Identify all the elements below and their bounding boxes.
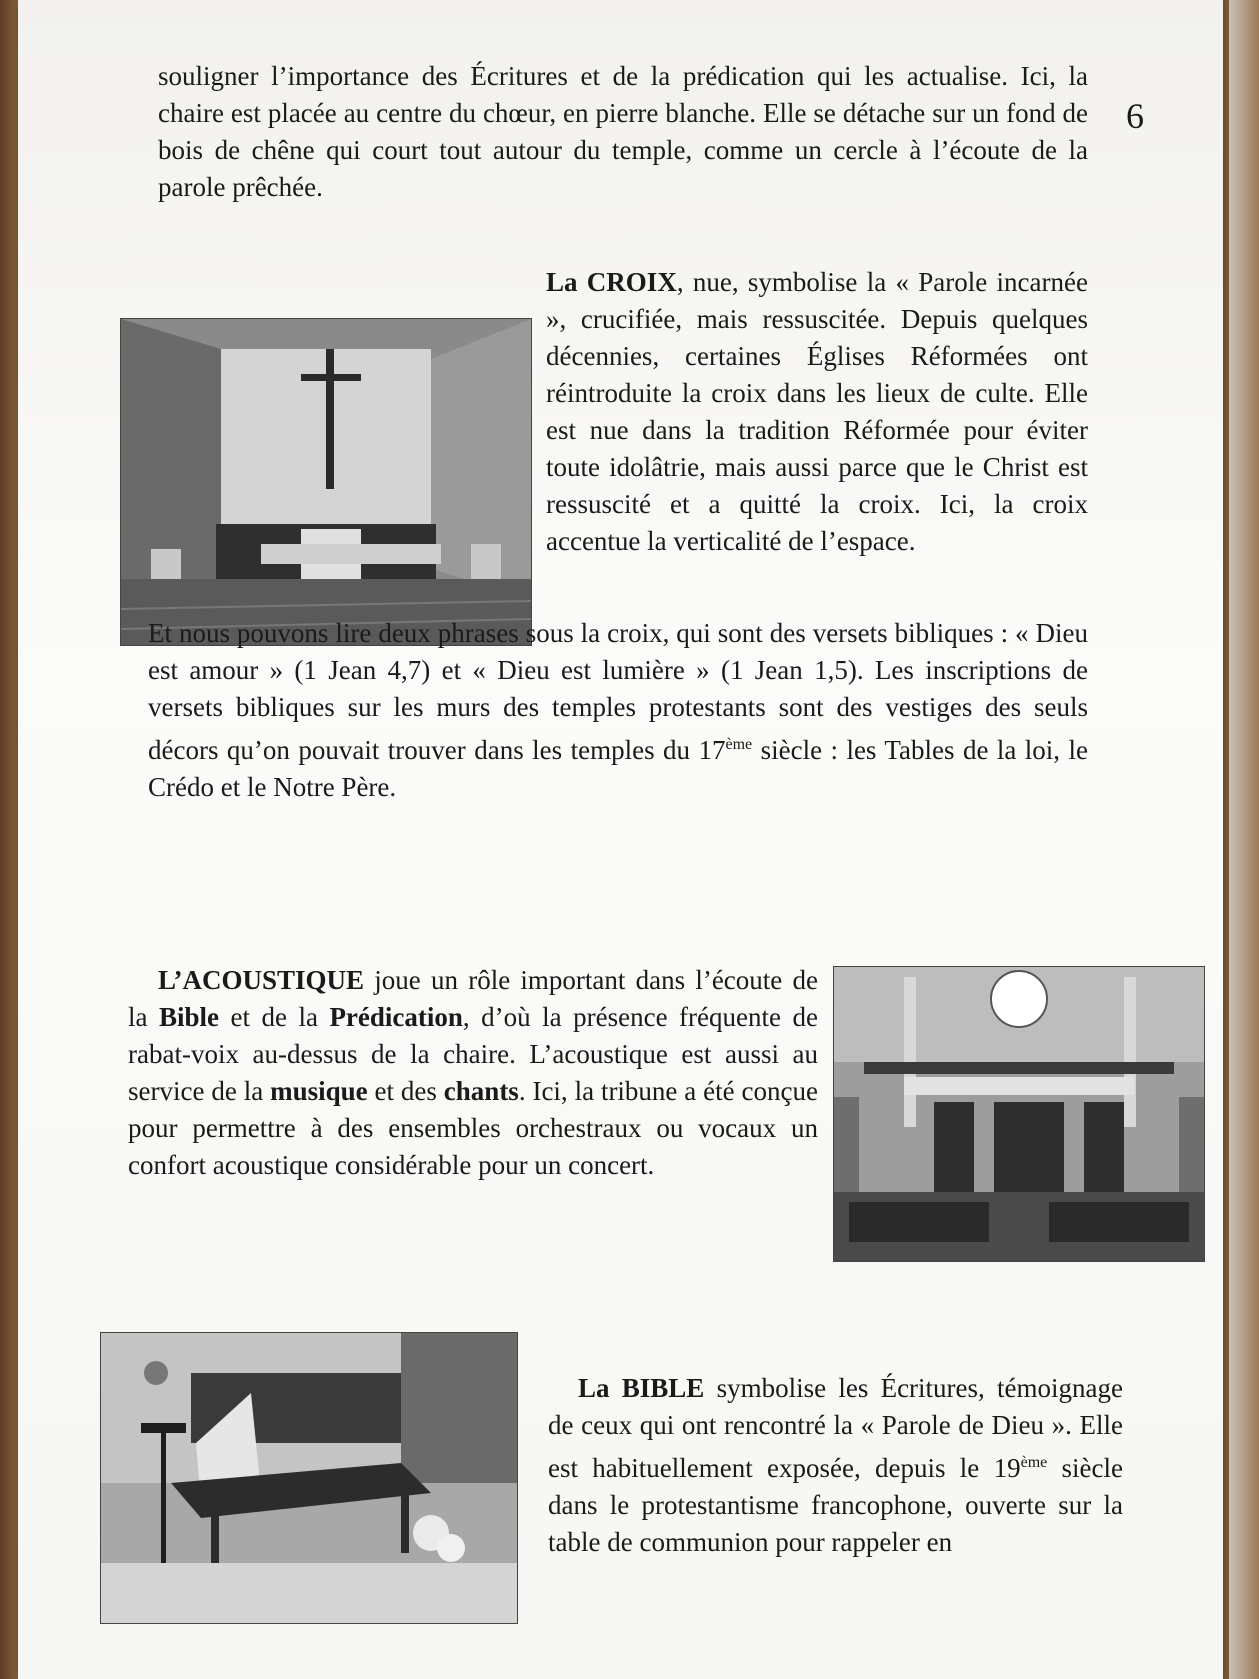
acoustique-text-5: . Ici, la tribune a été conçue pour permettre à des ensembles orchestraux ou vocaux un confort acoustique considérable pour un concert. [128, 1076, 818, 1180]
cross-photo-drawing [121, 319, 531, 645]
croix-followup [148, 615, 1088, 806]
intro-text: souligner l’importance des Écritures et de la prédication qui les actualise. Ici, la chaire est placée au centre du chœur, en pierre blanche. Elle se détache sur un fond de bois de chêne qui court tout autour du temple, comme un cercle à l’écoute de la parole prêchée. [158, 61, 1088, 202]
acoustique-section [128, 962, 818, 1184]
acoustique-text-1: joue un rôle important dans l’écoute de la [128, 965, 818, 1032]
bold-bible: Bible [158, 1002, 219, 1032]
acoustique-paragraph [128, 962, 818, 1184]
bible-text-2: siècle dans le protestantisme francophone, ouverte sur la table de communion pour rappeler en [548, 1453, 1124, 1557]
bible-title: La BIBLE [578, 1373, 705, 1403]
bible-section [548, 1370, 1123, 1561]
croix-text: , nue, symbolise la « Parole incarnée », crucifiée, mais ressuscitée. Depuis quelques décennies, certaines Églises Réformées ont réintroduite la croix dans les lieux de culte. Elle est nue dans la tradition Réformée pour éviter toute idolâtrie, mais aussi parce que le Christ est ressuscité et a quitté la croix. Ici, la croix accentue la verticalité de l’espace. [546, 267, 1088, 556]
wooden-frame-right [1229, 0, 1259, 1679]
bible-table-photo-drawing [101, 1333, 517, 1623]
nave-photo [833, 966, 1205, 1262]
bold-musique: musique [270, 1076, 368, 1106]
superscript-eme: ème [725, 736, 753, 753]
acoustique-text-2: et de la [219, 1002, 330, 1032]
superscript-eme-bible: ème [1020, 1454, 1048, 1471]
bible-paragraph [548, 1370, 1123, 1561]
croix-followup-text [148, 615, 1088, 806]
croix-followup-part2: siècle : les Tables de la loi, le Crédo et le Notre Père. [148, 735, 1088, 802]
nave-photo-drawing [834, 967, 1204, 1261]
paper-sheet [18, 0, 1223, 1679]
croix-followup-part1: Et nous pouvons lire deux phrases sous la croix, qui sont des versets bibliques : « Dieu est amour » (1 Jean 4,7) et « Dieu est lumière » (1 Jean 1,5). Les inscriptions de versets bibliques sur les murs des temples protestants sont des vestiges des seuls décors qu’on pouvait trouver dans les temples du 17 [148, 618, 1088, 765]
acoustique-text-4: et des [367, 1076, 444, 1106]
acoustique-text-3: , d’où la présence fréquente de rabat-voix au-dessus de la chaire. L’acoustique est aussi au service de la [128, 1002, 818, 1106]
bold-chants: chants [443, 1076, 519, 1106]
bible-text-1: symbolise les Écritures, témoignage de ceux qui ont rencontré la « Parole de Dieu ». Elle est habituellement exposée, depuis le 19 [548, 1373, 1123, 1483]
acoustique-title: L’ACOUSTIQUE [158, 965, 365, 995]
bold-predication: Prédication [329, 1002, 463, 1032]
bible-table-photo [100, 1332, 518, 1624]
page-number: 6 [1126, 96, 1144, 136]
cross-photo [120, 318, 532, 646]
intro-paragraph [158, 58, 1088, 206]
croix-title: La CROIX [546, 267, 677, 297]
